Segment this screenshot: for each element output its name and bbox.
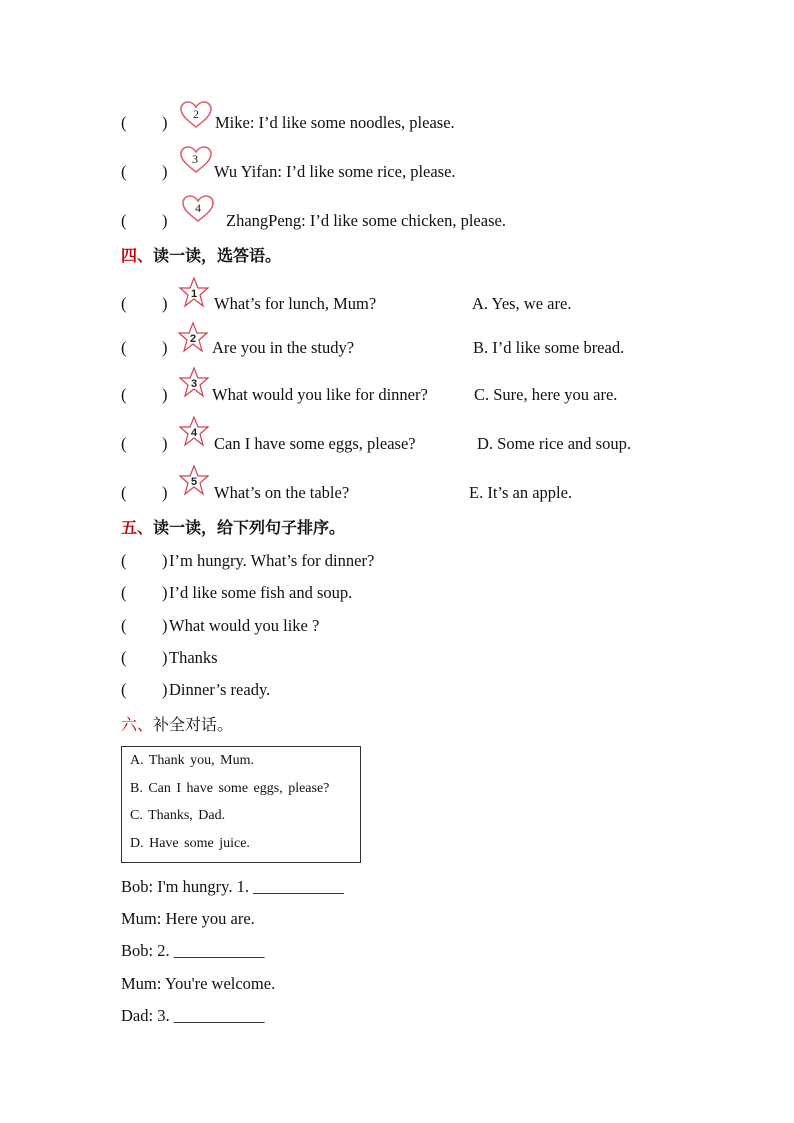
order-blank[interactable]: ( [121,583,127,602]
heart-icon [181,195,215,223]
sentence-text: Dinner’s ready. [169,680,271,699]
answer-option: B. I’d like some bread. [473,338,625,357]
heart-icon [179,101,213,129]
dialogue-option: A. Thank you, Mum. [130,753,254,768]
answer-option: A. Yes, we are. [472,294,572,313]
question-text: What’s on the table? [214,483,350,502]
order-blank-close: ) [162,551,168,570]
dialogue-option: C. Thanks, Dad. [130,808,226,823]
dialogue-line: Mum: You're welcome. [121,974,276,993]
sentence-text: Thanks [169,648,218,667]
section5-heading: 五、读一读，给下列句子排序。 [121,518,346,537]
order-blank[interactable]: ( [121,616,127,635]
dialogue-line: Mum: Here you are. [121,909,255,928]
statement-text: Mike: I’d like some noodles, please. [215,113,455,132]
question-text: What would you like for dinner? [212,385,428,404]
statement-text: ZhangPeng: I’d like some chicken, please. [226,211,506,230]
statement-text: Wu Yifan: I’d like some rice, please. [214,162,456,181]
section6-heading: 六、补全对话。 [121,715,234,734]
question-text: What’s for lunch, Mum? [214,294,377,313]
sentence-text: What would you like ? [169,616,320,635]
order-blank-close: ) [162,616,168,635]
order-blank-close: ) [162,648,168,667]
svg-text:3: 3 [190,378,198,390]
star-icon [178,464,210,496]
star-icon [178,366,210,398]
sentence-text: I’m hungry. What’s for dinner? [169,551,375,570]
dialogue-line[interactable]: Dad: 3. ___________ [121,1006,265,1025]
order-blank[interactable]: ( [121,648,127,667]
svg-text:5: 5 [190,476,198,488]
svg-text:1: 1 [190,288,198,300]
sentence-text: I’d like some fish and soup. [169,583,353,602]
answer-option: C. Sure, here you are. [474,385,618,404]
star-icon [178,415,210,447]
answer-option: D. Some rice and soup. [477,434,631,453]
heart-icon [179,146,213,174]
order-blank-close: ) [162,680,168,699]
answer-option: E. It’s an apple. [469,483,573,502]
order-blank[interactable]: ( [121,551,127,570]
svg-text:2: 2 [189,333,197,345]
svg-text:3: 3 [192,152,198,166]
svg-text:4: 4 [190,427,198,439]
dialogue-line[interactable]: Bob: I'm hungry. 1. ___________ [121,877,344,896]
svg-text:2: 2 [193,107,199,121]
star-icon [177,321,209,353]
order-blank[interactable]: ( [121,680,127,699]
options-box [121,746,361,863]
svg-text:4: 4 [195,201,201,215]
dialogue-option: D. Have some juice. [130,836,250,851]
question-text: Are you in the study? [212,338,355,357]
question-text: Can I have some eggs, please? [214,434,416,453]
section4-heading: 四、读一读，选答语。 [121,246,282,265]
order-blank-close: ) [162,583,168,602]
dialogue-line[interactable]: Bob: 2. ___________ [121,941,265,960]
dialogue-option: B. Can I have some eggs, please? [130,781,330,796]
star-icon [178,276,210,308]
